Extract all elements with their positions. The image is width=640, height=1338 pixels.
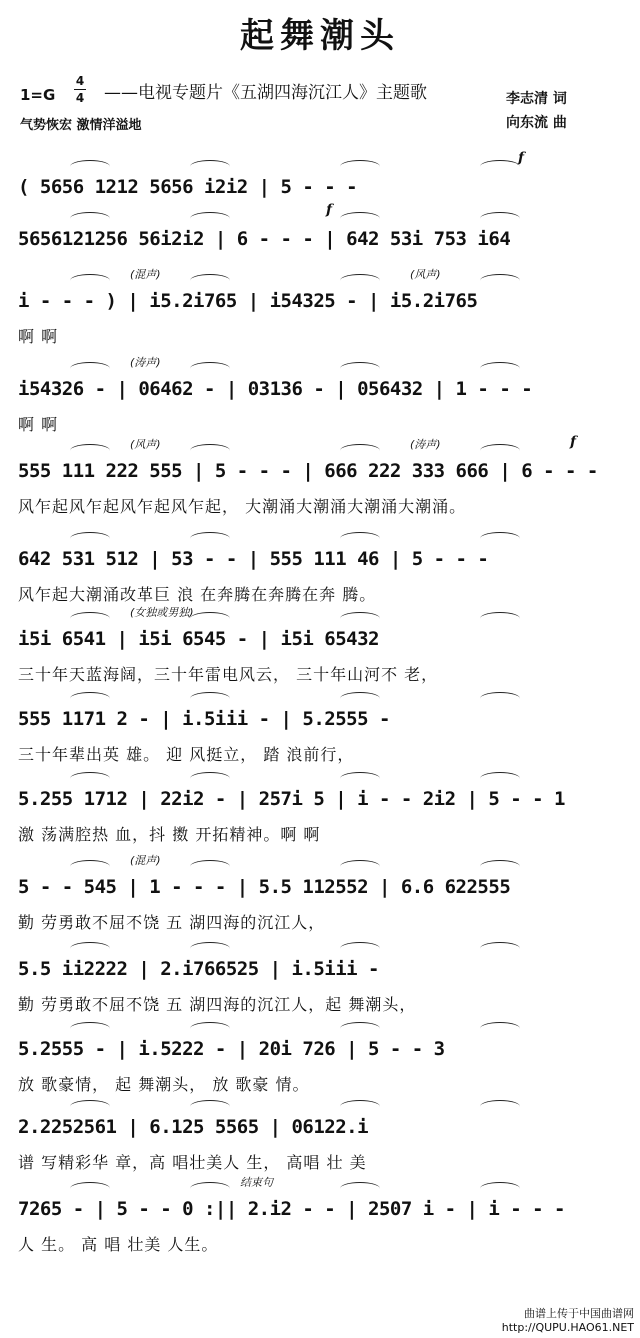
slur-mark (340, 532, 380, 545)
performance-note: (混声) (130, 268, 161, 281)
slur-mark (70, 860, 110, 873)
score-row (10, 760, 620, 852)
dynamic-marking: f (518, 150, 525, 166)
slur-mark (340, 612, 380, 625)
slur-mark (480, 212, 520, 225)
key-signature: 1=G (20, 86, 56, 104)
lyric-line: 激 荡满腔热 血，抖 擞 开拓精神。啊 啊 (18, 825, 321, 844)
notation-line: i54326 - | 06462 - | 03136 - | 056432 | 1 - - - (18, 378, 533, 400)
slur-mark (480, 612, 520, 625)
notation-line: 555 1171 2 - | i.5iii - | 5.2555 - (18, 708, 390, 730)
lyric-line: 三十年辈出英 雄。 迎 风挺立， 踏 浪前行， (18, 745, 355, 764)
slur-mark (70, 1100, 110, 1113)
slur-mark (480, 692, 520, 705)
slur-mark (340, 860, 380, 873)
slur-mark (340, 1182, 380, 1195)
slur-mark (70, 160, 110, 173)
slur-mark (480, 772, 520, 785)
subtitle: ——电视专题片《五湖四海沉江人》主题歌 (104, 83, 427, 103)
slur-mark (340, 1022, 380, 1035)
lyric-line: 人 生。 高 唱 壮美 人生。 (18, 1235, 219, 1254)
score-row (10, 1170, 620, 1262)
performance-note: (风声) (130, 438, 161, 451)
page-title: 起舞潮头 (240, 16, 400, 56)
slur-mark (70, 362, 110, 375)
slur-mark (190, 612, 230, 625)
time-signature (74, 74, 86, 105)
slur-mark (190, 532, 230, 545)
notation-line: 642 531 512 | 53 - - | 555 111 46 | 5 - - - (18, 548, 489, 570)
slur-mark (340, 772, 380, 785)
slur-mark (480, 1100, 520, 1113)
slur-mark (480, 274, 520, 287)
slur-mark (340, 274, 380, 287)
slur-mark (480, 1182, 520, 1195)
slur-mark (190, 860, 230, 873)
footer-line1: 曲谱上传于中国曲谱网 (524, 1307, 634, 1320)
notation-line: 5.2555 - | i.5222 - | 20i 726 | 5 - - 3 (18, 1038, 445, 1060)
slur-mark (190, 274, 230, 287)
slur-mark (70, 942, 110, 955)
lyric-line: 勤 劳勇敢不屈不饶 五 湖四海的沉江人， (18, 913, 326, 932)
footer-line2: http://QUPU.HAO61.NET (501, 1321, 634, 1334)
score-row (10, 350, 620, 442)
composer-credit: 向东流 曲 (506, 115, 567, 131)
slur-mark (480, 362, 520, 375)
lyric-line: 放 歌豪情， 起 舞潮头， 放 歌豪 情。 (18, 1075, 310, 1094)
slur-mark (340, 942, 380, 955)
slur-mark (70, 612, 110, 625)
slur-mark (70, 1182, 110, 1195)
slur-mark (340, 1100, 380, 1113)
slur-mark (70, 444, 110, 457)
lyric-line: 啊 啊 (18, 327, 59, 346)
score-row (10, 930, 620, 1022)
score-row (10, 848, 620, 940)
lyricist-credit: 李志清 词 (506, 91, 567, 107)
slur-mark (480, 1022, 520, 1035)
lyric-line: 风乍起风乍起风乍起风乍起， 大潮涌大潮涌大潮涌大潮涌。 (18, 497, 467, 516)
lyric-line: 谱 写精彩华 章，高 唱壮美人 生， 高唱 壮 美 (18, 1153, 367, 1172)
slur-mark (190, 1022, 230, 1035)
notation-line: 7265 - | 5 - - 0 :|| 2.i2 - - | 2507 i - | i - - - (18, 1198, 565, 1220)
slur-mark (70, 532, 110, 545)
performance-note: (涛声) (130, 356, 161, 369)
notation-line: 555 111 222 555 | 5 - - - | 666 222 333 666 | 6 - - - (18, 460, 598, 482)
slur-mark (190, 1182, 230, 1195)
lyric-line: 风乍起大潮涌改革巨 浪 在奔腾在奔腾在奔 腾。 (18, 585, 377, 604)
slur-mark (340, 362, 380, 375)
footer-watermark (502, 1305, 634, 1334)
performance-note: 结束句 (240, 1176, 273, 1189)
performance-note: (女独或男独) (130, 606, 194, 619)
slur-mark (70, 692, 110, 705)
slur-mark (480, 860, 520, 873)
slur-mark (190, 444, 230, 457)
slur-mark (480, 160, 520, 173)
slur-mark (70, 212, 110, 225)
score-row (10, 680, 620, 772)
notation-line: i - - - ) | i5.2i765 | i54325 - | i5.2i765 (18, 290, 478, 312)
notation-line: 5 - - 545 | 1 - - - | 5.5 112552 | 6.6 622555 (18, 876, 511, 898)
slur-mark (480, 444, 520, 457)
slur-mark (190, 692, 230, 705)
slur-mark (480, 942, 520, 955)
slur-mark (340, 692, 380, 705)
slur-mark (70, 274, 110, 287)
slur-mark (70, 772, 110, 785)
score-row (10, 1088, 620, 1180)
lyric-line: 勤 劳勇敢不屈不饶 五 湖四海的沉江人，起 舞潮头， (18, 995, 417, 1014)
slur-mark (340, 444, 380, 457)
dynamic-marking: f (326, 202, 333, 218)
performance-note: (混声) (130, 854, 161, 867)
slur-mark (190, 942, 230, 955)
lyric-line: 三十年天蓝海阔，三十年雷电风云， 三十年山河不 老， (18, 665, 439, 684)
notation-line: 2.2252561 | 6.125 5565 | 06122.i (18, 1116, 369, 1138)
notation-line: 5.255 1712 | 22i2 - | 257i 5 | i - - 2i2 | 5 - - 1 (18, 788, 565, 810)
lyric-line: 啊 啊 (18, 415, 59, 434)
performance-note: (涛声) (410, 438, 441, 451)
slur-mark (190, 772, 230, 785)
notation-line: 5.5 ii2222 | 2.i766525 | i.5iii - (18, 958, 379, 980)
time-top: 4 (75, 74, 85, 88)
score-row (10, 432, 620, 524)
score-row (10, 520, 620, 612)
tempo-marking: 气势恢宏 激情洋溢地 (20, 118, 142, 133)
performance-note: (风声) (410, 268, 441, 281)
notation-line: i5i 6541 | i5i 6545 - | i5i 65432 (18, 628, 379, 650)
slur-mark (480, 532, 520, 545)
slur-mark (340, 212, 380, 225)
score-row (10, 600, 620, 692)
slur-mark (190, 362, 230, 375)
slur-mark (340, 160, 380, 173)
slur-mark (190, 160, 230, 173)
slur-mark (190, 1100, 230, 1113)
score-row (10, 262, 620, 354)
dynamic-marking: f (570, 434, 577, 450)
slur-mark (190, 212, 230, 225)
slur-mark (70, 1022, 110, 1035)
time-bottom: 4 (75, 91, 85, 105)
notation-line: ( 5656 1212 5656 i2i2 | 5 - - - (18, 176, 358, 198)
notation-line: 5656121256 56i2i2 | 6 - - - | 642 53i 753 i64 (18, 228, 511, 250)
